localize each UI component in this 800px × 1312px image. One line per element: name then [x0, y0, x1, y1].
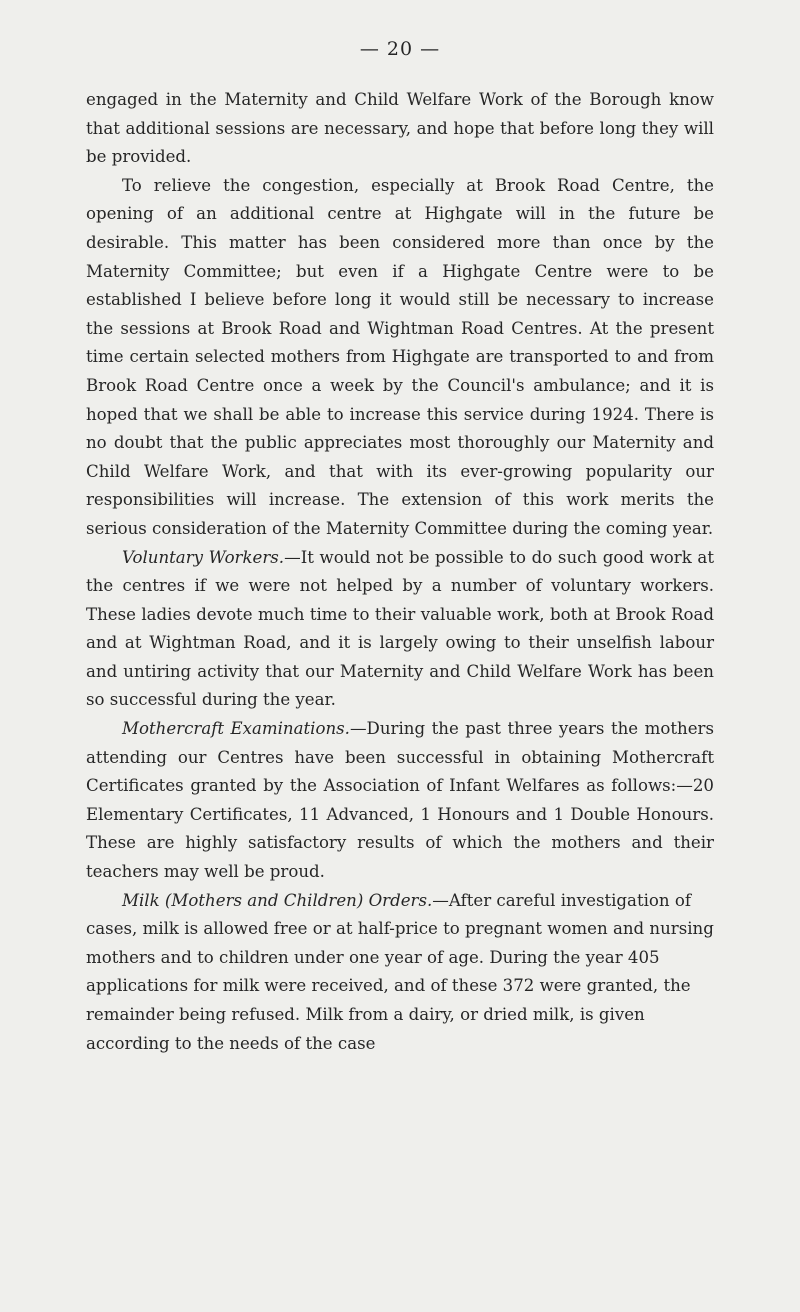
paragraph-milk-orders	[86, 887, 714, 1059]
paragraph-continuation	[86, 86, 714, 172]
paragraph-congestion	[86, 172, 714, 544]
paragraph-text: —After careful investigation of cases, milk is allowed free or at half-price to pregnant women and nursing mothers and to children under one year of age. During the year 405 applications for milk were received, and of these 372 were granted, the remainder being refused. Milk from a dairy, or dried milk, is given according to the needs of the case	[86, 890, 714, 1053]
paragraph-text: —During the past three years the mothers attending our Centres have been successful in obtaining Mothercraft Certificates granted by the Association of Infant Welfares as follows:—20 Elementary Certificates, 11 Advanced, 1 Honours and 1 Double Honours. These are highly satisfactory results of which the mothers and their teachers may well be proud.	[86, 719, 714, 882]
paragraph-heading: Mothercraft Examinations.	[122, 719, 350, 739]
page-number: — 20 —	[359, 38, 441, 60]
paragraph-text: —It would not be possible to do such good work at the centres if we were not helped by a number of voluntary workers. These ladies devote much time to their valuable work, both at Brook Road and at Wightman Road, and it is largely owing to their unselfish labour and untiring activity that our Maternity and Child Welfare Work has been so successful during the year.	[86, 547, 714, 710]
paragraph-text: To relieve the congestion, especially at Brook Road Centre, the opening of an additional centre at Highgate will in the future be desirable. This matter has been considered more than once by the Maternity Committee; but even if a Highgate Centre were to be established I believe before long it would still be necessary to increase the sessions at Brook Road and Wightman Road Centres. At the present time certain selected mothers from Highgate are transported to and from Brook Road Centre once a week by the Council's ambulance; and it is hoped that we shall be able to increase this service during 1924. There is no doubt that the public appreciates most thoroughly our Maternity and Child Welfare Work, and that with its ever-growing popularity our responsibilities will increase. The extension of this work merits the serious consideration of the Maternity Committee during the coming year.	[86, 175, 714, 538]
paragraph-heading: Milk (Mothers and Children) Orders.	[122, 890, 433, 910]
paragraph-heading: Voluntary Workers.	[122, 547, 285, 567]
paragraph-mothercraft-examinations	[86, 715, 714, 887]
paragraph-voluntary-workers	[86, 544, 714, 716]
paragraph-text: engaged in the Maternity and Child Welfare Work of the Borough know that additional sessions are necessary, and hope that before long they will be provided.	[86, 90, 714, 167]
body-text	[86, 86, 714, 1058]
